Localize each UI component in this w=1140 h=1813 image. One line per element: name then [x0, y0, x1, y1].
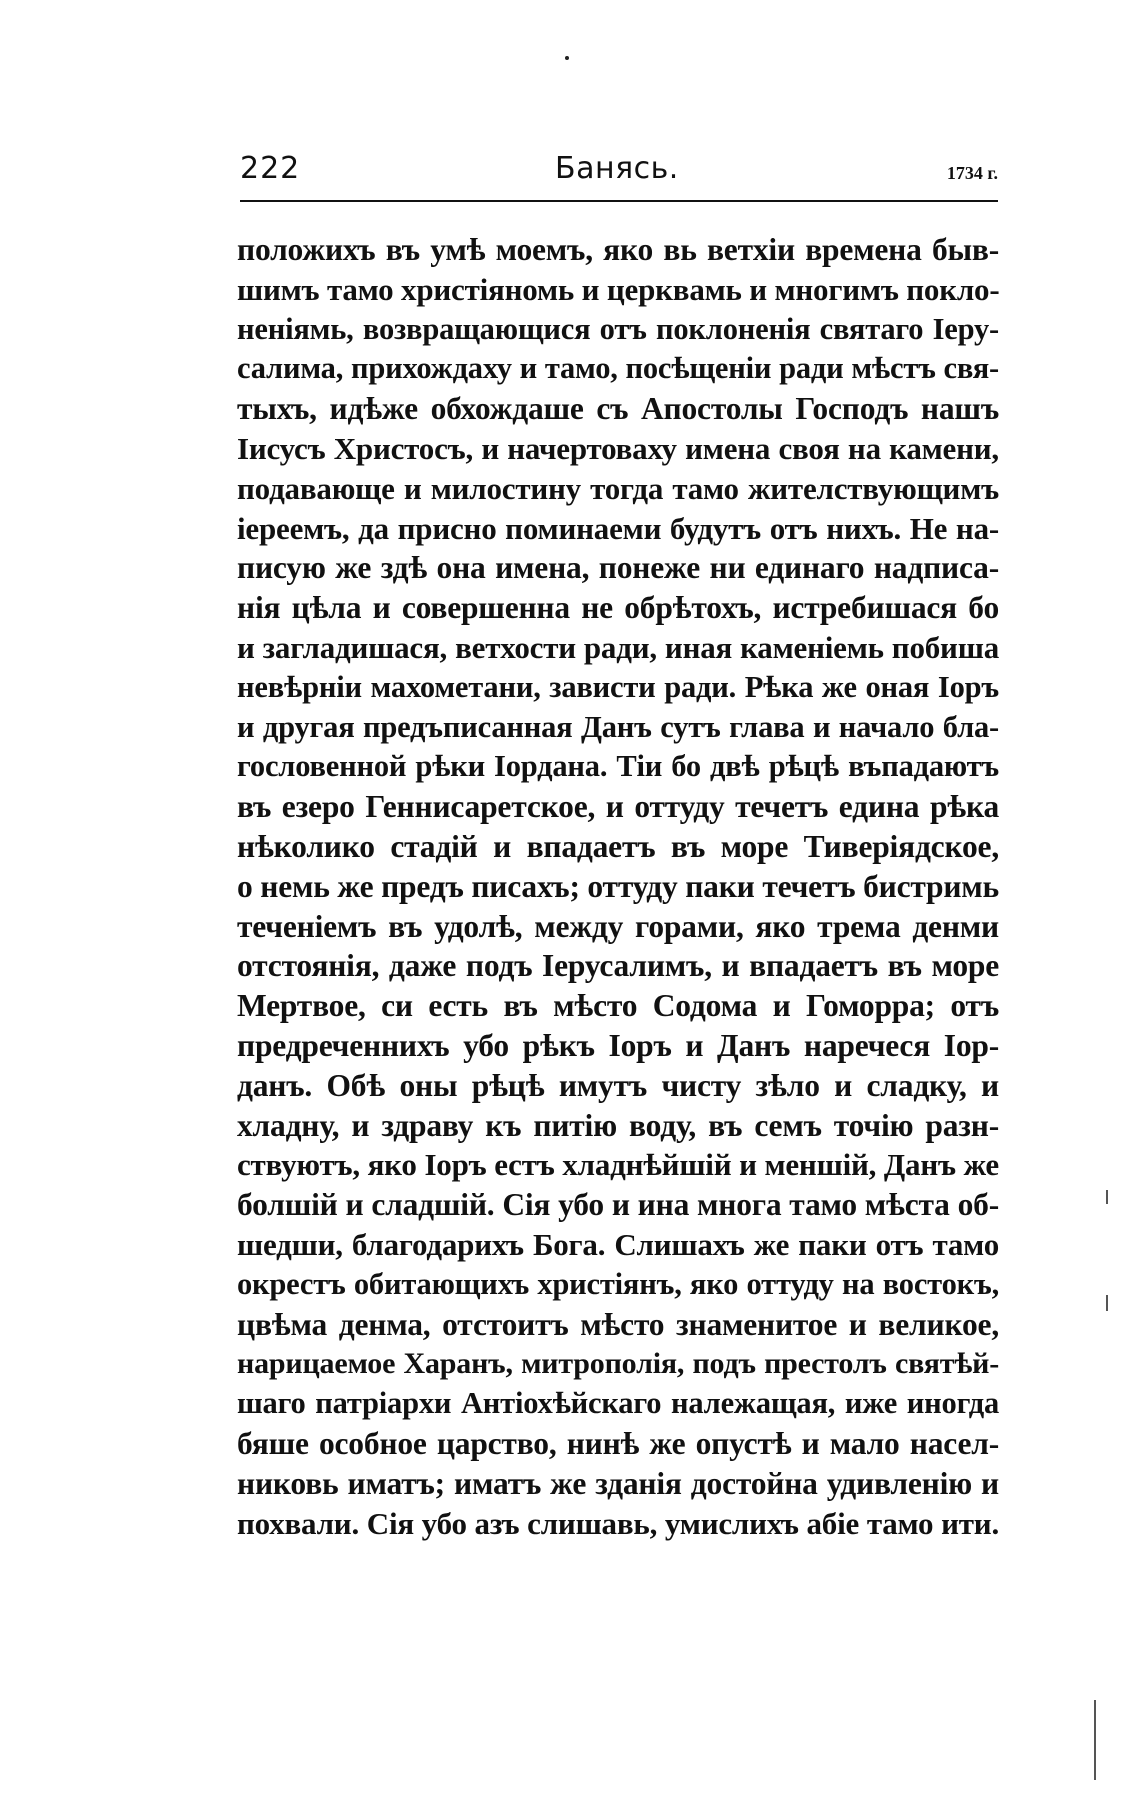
text-line: шимъ тамо христіяномь и церквамь и многимъ покло-	[237, 271, 1000, 307]
scan-edge-mark	[1106, 1295, 1108, 1311]
text-line: нарицаемое Харанъ, митрополія, подъ престолъ святѣй-	[237, 1347, 999, 1381]
text-line: тыхъ, идѣже обхождаше съ Апостолы Господъ нашъ	[237, 391, 999, 427]
text-line: о немь же предъ писахъ; оттуду паки течетъ бистримь	[237, 868, 999, 904]
text-line: невѣрніи махометани, зависти ради. Рѣка же оная Іоръ	[237, 669, 999, 704]
text-line: отстоянія, даже подъ Іерусалимъ, и впадаетъ въ море	[237, 948, 999, 984]
page-title: Банясь.	[555, 151, 679, 186]
text-line: хладну, и здраву къ питію воду, въ семъ точію разн-	[237, 1107, 999, 1143]
text-line: цвѣма денма, отстоитъ мѣсто знаменитое и великое,	[237, 1306, 999, 1342]
text-line: писую же здѣ она имена, понеже ни единаго надписа-	[237, 550, 999, 586]
text-line: подавающе и милостину тогда тамо жителствующимъ	[237, 470, 999, 506]
text-line: неніямь, возвращающися отъ поклоненія святаго Іеру-	[237, 311, 999, 346]
text-line: предреченнихъ убо рѣкъ Іоръ и Данъ наречеся Іор-	[237, 1027, 999, 1063]
running-head	[240, 152, 1000, 192]
text-line: похвали. Сія убо азъ слишавь, умислихъ абіе тамо ити.	[237, 1505, 999, 1541]
header-rule	[240, 200, 998, 202]
page-year: 1734 г.	[946, 163, 998, 183]
text-line: Іисусъ Христосъ, и начертоваху имена своя на камени,	[237, 430, 999, 466]
text-line: данъ. Обѣ оны рѣцѣ имутъ чисту зѣло и сладку, и	[237, 1067, 999, 1103]
text-line: гословенной рѣки Іордана. Тіи бо двѣ рѣцѣ въпадаютъ	[237, 749, 999, 784]
scan-edge-mark	[1094, 1700, 1096, 1780]
body-text	[237, 230, 999, 1543]
text-line: шаго патріархи Антіохѣйскаго належащая, иже иногда	[237, 1386, 999, 1421]
text-line: болшій и сладшій. Сія убо и ина многа тамо мѣста об-	[237, 1187, 999, 1223]
text-line: салима, прихождаху и тамо, посѣщеніи ради мѣстъ свя-	[237, 351, 999, 386]
text-line: теченіемъ въ удолѣ, между горами, яко трема денми	[237, 908, 999, 944]
text-line: нѣколико стадій и впадаетъ въ море Тиверіядское,	[237, 828, 999, 864]
text-line: никовь иматъ; иматъ же зданія достойна удивленію и	[237, 1465, 999, 1501]
text-line: и другая предъписанная Данъ сутъ глава и начало бла-	[237, 709, 999, 744]
scan-edge-mark	[1106, 1190, 1108, 1204]
text-line: Мертвое, си есть въ мѣсто Содома и Гоморра; отъ	[237, 988, 999, 1024]
text-line: положихъ въ умѣ моемъ, яко вь ветхіи времена быв-	[237, 232, 999, 267]
page-number: 222	[240, 151, 301, 186]
text-line: шедши, благодарихъ Бога. Слишахъ же паки отъ тамо	[237, 1226, 999, 1262]
text-line: ствуютъ, яко Іоръ естъ хладнѣйшій и меншій, Данъ же	[237, 1147, 999, 1183]
text-line: въ езеро Геннисаретское, и оттуду течетъ едина рѣка	[237, 789, 999, 825]
text-line: окрестъ обитающихъ христіянъ, яко оттуду на востокъ,	[237, 1266, 999, 1301]
text-line: іереемъ, да присно поминаеми будутъ отъ нихъ. Не на-	[237, 510, 999, 546]
text-line: нія цѣла и совершенна не обрѣтохъ, истребишася бо	[237, 590, 999, 626]
print-speck	[565, 56, 569, 60]
text-line: и загладишася, ветхости ради, иная каменіемь побиша	[237, 629, 999, 665]
text-line: бяше особное царство, нинѣ же опустѣ и мало насел-	[237, 1425, 999, 1461]
